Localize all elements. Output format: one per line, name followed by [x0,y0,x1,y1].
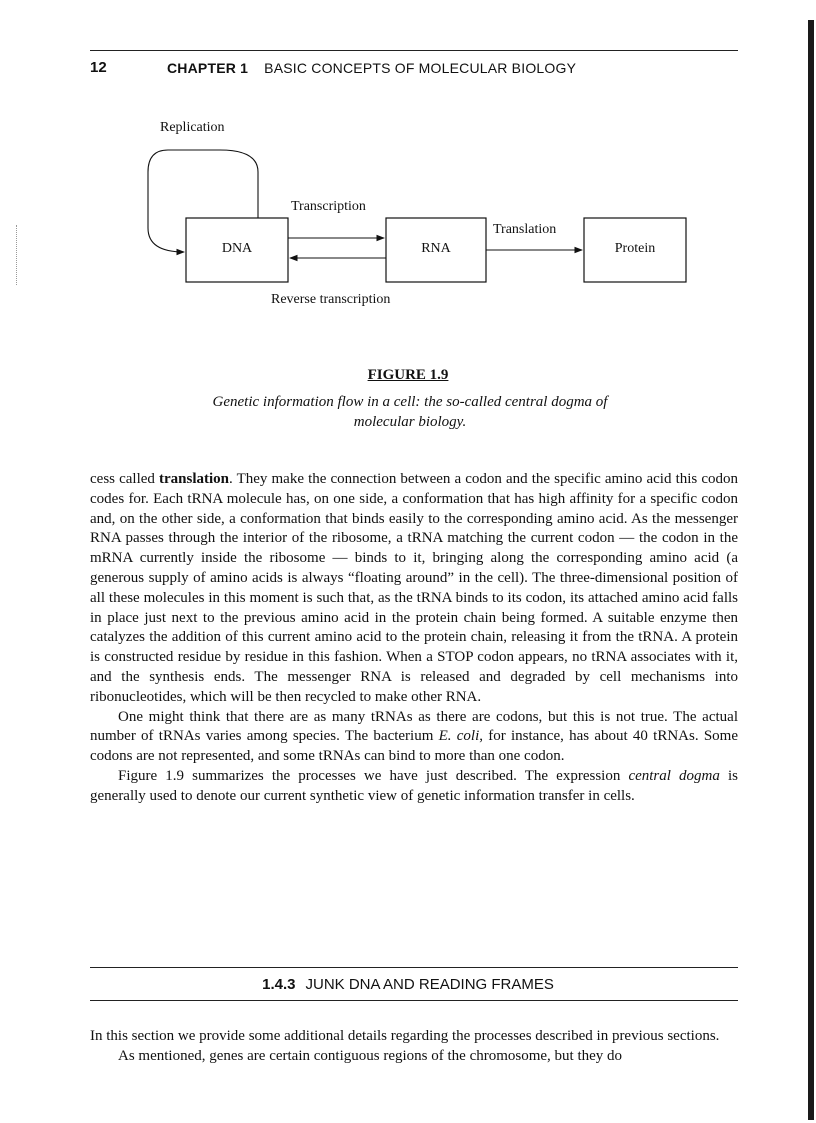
section-rule-top [90,967,738,968]
paragraph-1 [90,470,738,708]
section-paragraph-2: As mentioned, genes are certain contiguous regions of the chromosome, but they do [118,1047,623,1064]
p2-start: One might think that there are as many tRNAs as there are codons, but this is not true. The actual number of tRNAs varies among species. The bacterium [90,708,738,745]
paragraph-3 [90,767,738,807]
section-title: JUNK DNA AND READING FRAMES [305,976,554,993]
species-name: E. coli [438,728,480,745]
protein-label: Protein [614,241,656,256]
replication-loop-arrow [148,150,258,252]
dna-label: DNA [221,241,253,256]
p2-rest: , for instance, has about 40 tRNAs. Some codons are not represented, and some tRNAs can bind to more than one codon. [90,728,738,765]
transcription-label: Transcription [291,199,366,214]
central-dogma-figure [0,0,816,330]
figure-caption-title: FIGURE 1.9 [367,367,449,383]
section-heading [0,976,816,993]
main-text [90,470,738,807]
figure-caption: Genetic information flow in a cell: the so-called central dogma of molecular biology. [212,394,608,430]
replication-label: Replication [160,120,225,135]
p3-start: Figure 1.9 summarizes the processes we have just described. The expression [118,767,629,784]
section-text [90,1027,738,1067]
section-rule-bottom [90,1000,738,1001]
p1-rest: . They make the connection between a codon and the specific amino acid this codon codes for. Each tRNA molecule has, on one side, a conformation that has high affinity for a specific codon and, on the other side, a conformation that binds easily to the corresponding amino acid. As the messenger RNA passes through the interior of the ribosome, a tRNA matching the current codon — the codon in the mRNA currently inside the ribosome — binds to it, bringing along the corresponding amino acid (a generous supply of amino acids is always “floating around” in the cell). The three-dimensional position of all these molecules in this moment is such that, as the tRNA binds to its codon, its attached amino acid falls in place just next to the previous amino acid in the protein chain being formed. A suitable enzyme then catalyzes the addition of this current amino acid to the protein chain, releasing it from the tRNA. A protein is constructed residue by residue in this fashion. When a STOP codon appears, no tRNA associates with it, and the synthesis ends. The messenger RNA is released and degraded by cell mechanisms into ribonucleotides, which will be then recycled to make other RNA. [90,471,738,705]
reverse-transcription-label: Reverse transcription [271,292,391,307]
translation-label: Translation [493,222,557,237]
section-paragraph-1: In this section we provide some additional details regarding the processes described in previous sections. [90,1028,720,1044]
p1-start: cess called [90,471,159,487]
rna-label: RNA [421,241,451,256]
term-central-dogma: central dogma [628,767,720,784]
chapter-label: CHAPTER 1 [167,60,249,76]
chapter-title: BASIC CONCEPTS OF MOLECULAR BIOLOGY [264,60,577,76]
term-translation: translation [159,471,230,487]
section-number: 1.4.3 [262,976,296,993]
p3-rest: is generally used to denote our current synthetic view of genetic information transfer in cells. [90,767,738,804]
paragraph-2 [90,708,738,767]
figure-diagram [0,0,816,330]
page-number: 12 [90,59,107,76]
